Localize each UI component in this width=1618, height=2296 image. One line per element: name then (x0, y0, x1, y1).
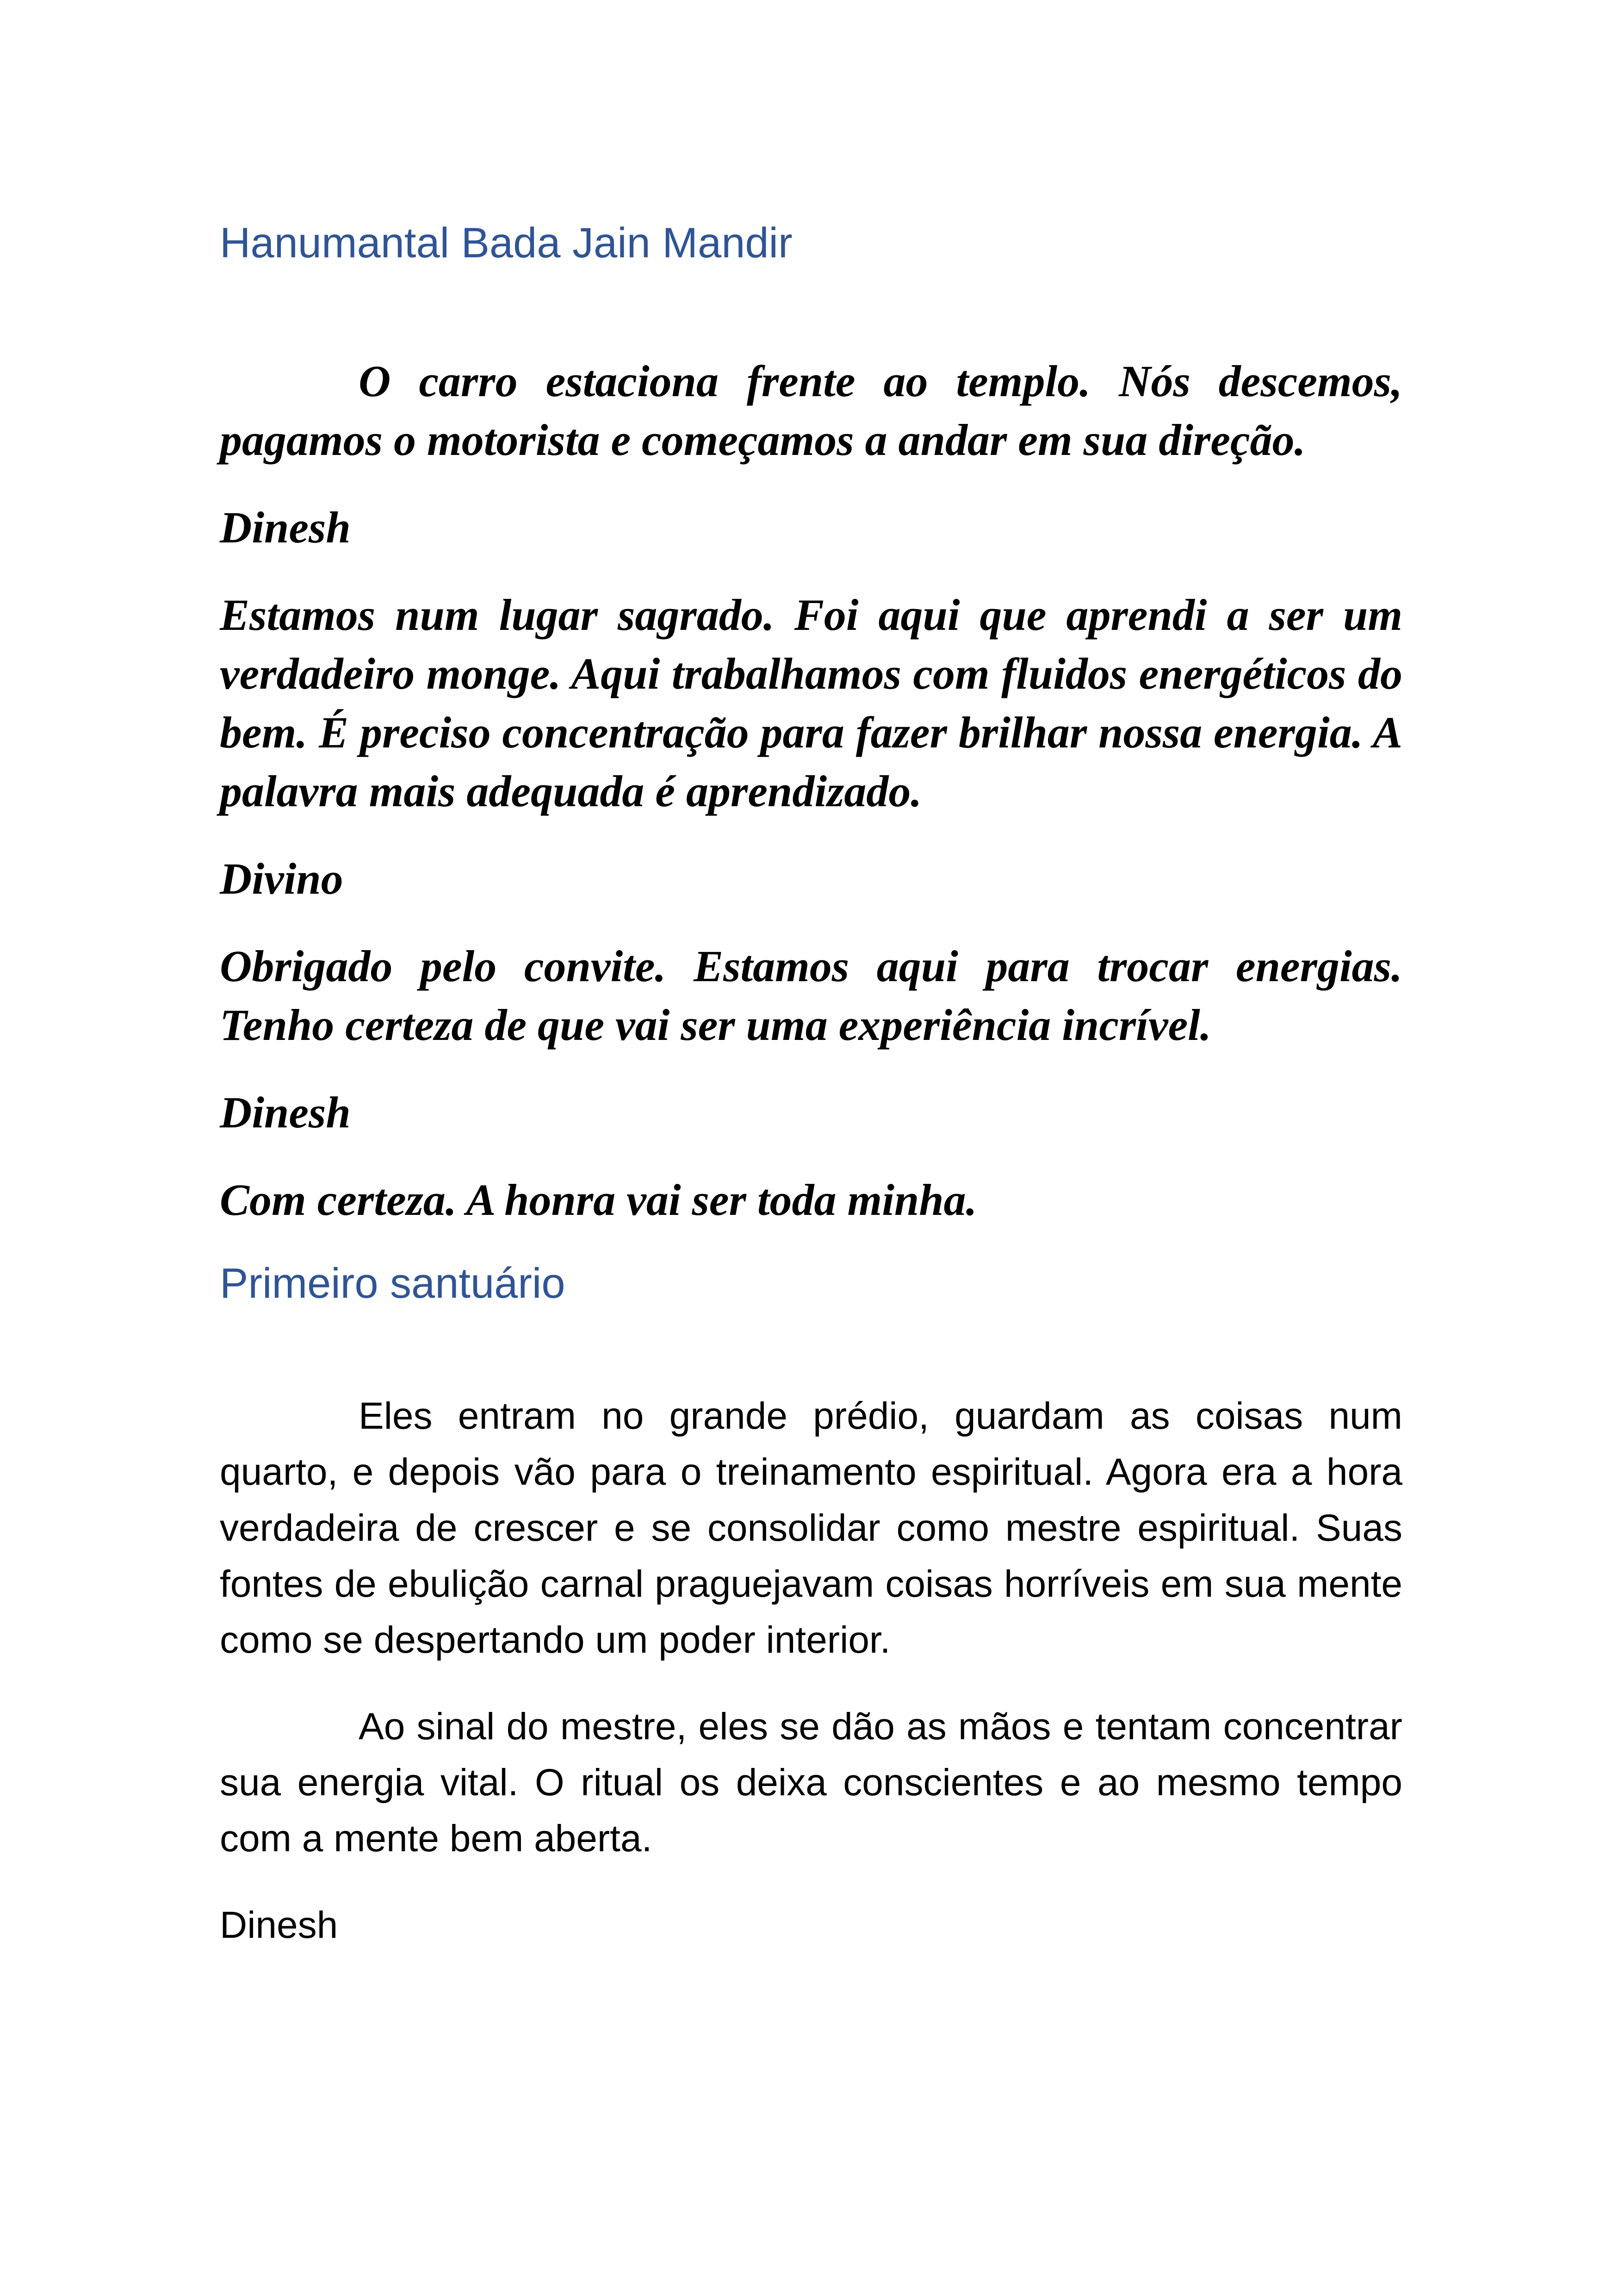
body-paragraph: Eles entram no grande prédio, guardam as coisas num quarto, e depois vão para o treinamento espiritual. Agora era a hora verdadeira de crescer e se consolidar como mestre espiritual. Suas fontes de ebulição carnal praguejavam coisas horríveis em sua mente como se despertando um poder interior. (220, 1394, 1402, 1661)
body-paragraph: Ao sinal do mestre, eles se dão as mãos e tentam concentrar sua energia vital. O ritual os deixa conscientes e ao mesmo tempo com a mente bem aberta. (220, 1705, 1402, 1860)
speaker-name: Dinesh (220, 503, 351, 553)
narration-paragraph: O carro estaciona frente ao templo. Nós descemos, pagamos o motorista e começamos a andar em sua direção. (220, 356, 1402, 465)
dialogue-line: Estamos num lugar sagrado. Foi aqui que aprendi a ser um verdadeiro monge. Aqui trabalhamos com fluidos energéticos do bem. É preciso concentração para fazer brilhar nossa energia. A palavra mais adequada é aprendizado. (220, 590, 1402, 816)
dialogue-line: Obrigado pelo convite. Estamos aqui para trocar energias. Tenho certeza de que vai ser uma experiência incrível. (220, 941, 1402, 1050)
section-title-primeiro-santuario: Primeiro santuário (220, 1260, 565, 1307)
section-title-hanumantal: Hanumantal Bada Jain Mandir (220, 219, 793, 267)
page-content (220, 218, 1402, 1984)
speaker-name: Divino (220, 854, 343, 904)
speaker-name: Dinesh (220, 1904, 338, 1946)
speaker-name: Dinesh (220, 1088, 351, 1138)
dialogue-line: Com certeza. A honra vai ser toda minha. (220, 1175, 977, 1225)
